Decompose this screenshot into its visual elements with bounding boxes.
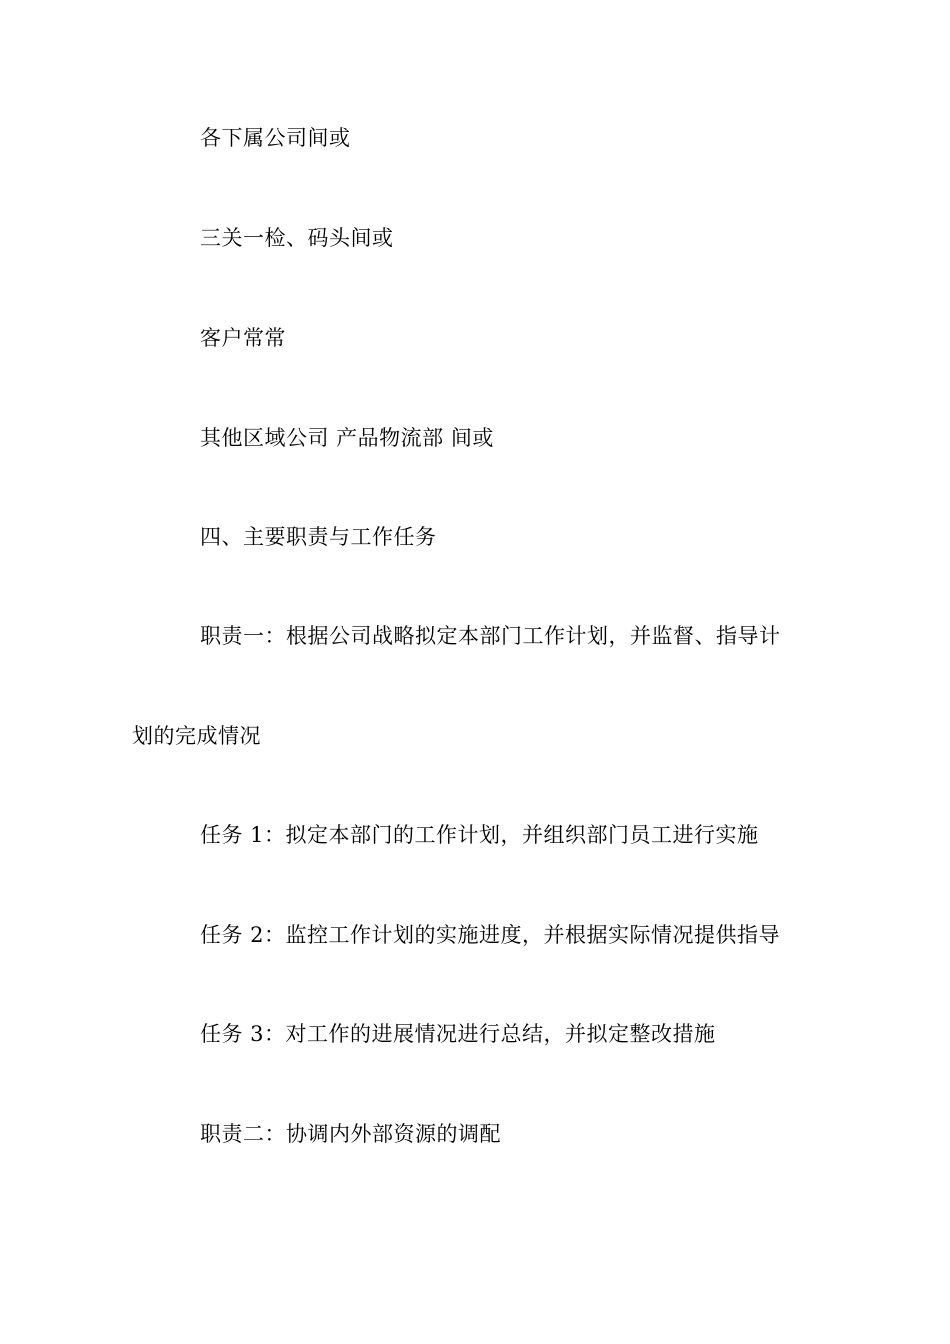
text-line-subsidiaries: 各下属公司间或	[200, 126, 351, 150]
duty-1-continuation: 划的完成情况	[132, 724, 261, 748]
section-heading-duties: 四、主要职责与工作任务	[200, 525, 437, 549]
duty-2-text: 职责二：协调内外部资源的调配	[200, 1122, 501, 1146]
task-1-text: 任务 1：拟定本部门的工作计划，并组织部门员工进行实施	[200, 823, 759, 847]
text-line-other-regions: 其他区域公司 产品物流部 间或	[200, 426, 494, 450]
text-line-customers: 客户常常	[200, 326, 286, 350]
text-line-customs-docks: 三关一检、码头间或	[200, 226, 394, 250]
task-2-text: 任务 2：监控工作计划的实施进度，并根据实际情况提供指导	[200, 923, 781, 947]
task-3-text: 任务 3：对工作的进展情况进行总结，并拟定整改措施	[200, 1022, 716, 1046]
duty-1-text: 职责一：根据公司战略拟定本部门工作计划，并监督、指导计	[200, 624, 781, 648]
